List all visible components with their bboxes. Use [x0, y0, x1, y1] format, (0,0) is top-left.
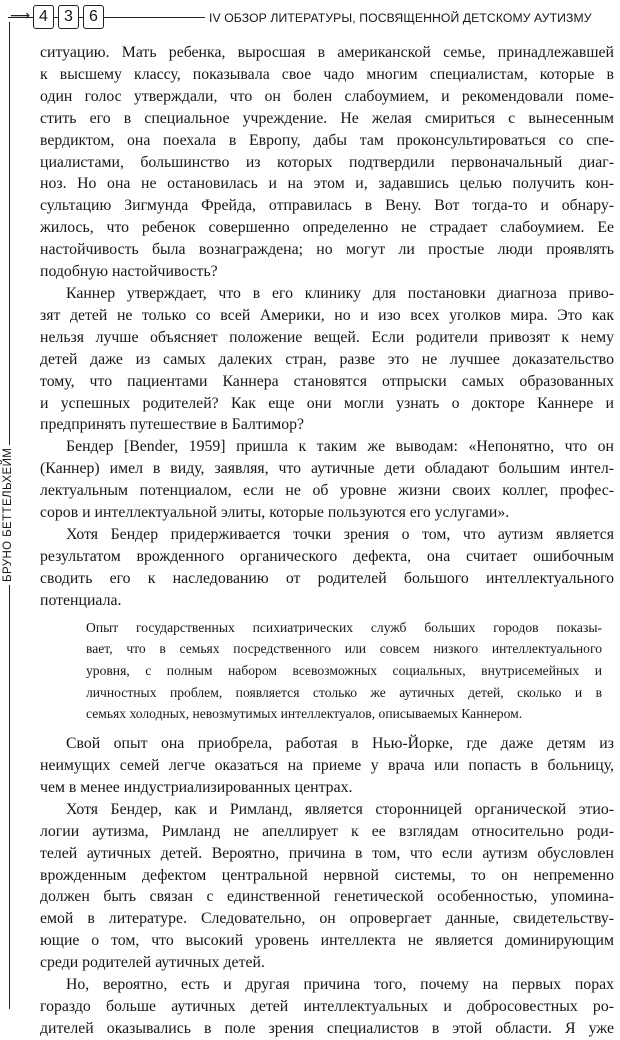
- text-line: должен быть связан с единственной генетической особенностью, упомина-: [40, 888, 614, 906]
- page-body: [40, 42, 614, 1040]
- block-quote: [86, 617, 602, 726]
- text-line: ноз. Но она не остановилась и на этом и, задавшись целью получить кон-: [40, 175, 614, 193]
- text-line: подобную настойчивость?: [40, 263, 218, 281]
- paragraph: [40, 436, 614, 524]
- text-line: тому, что пациентами Каннера становятся отпрыски самых образованных: [40, 372, 614, 390]
- paragraph: [40, 42, 614, 283]
- text-line: результатом врожденного органического дефекта, она считает ошибочным: [40, 547, 614, 565]
- running-header: [0, 0, 620, 36]
- text-line: вердиктом, она поехала в Европу, дабы там проконсультироваться со спе-: [40, 131, 614, 149]
- text-line: детей даже из самых далеких стран, разве это не лучшее доказательство: [40, 350, 614, 368]
- text-line: емой в литературе. Следовательно, он опровергает данные, свидетельству-: [40, 910, 614, 928]
- author-running-head: БРУНО БЕТТЕЛЬХЕЙМ: [1, 445, 16, 585]
- text-line: Но, вероятно, есть и другая причина того, почему на первых порах: [66, 976, 614, 994]
- text-line: дителей оказывались в поле зрения специалистов в этой области. Я уже: [40, 1019, 614, 1037]
- text-line: ющие о том, что высокий уровень интеллекта не является доминирующим: [40, 932, 614, 950]
- text-line: настойчивость была вознаграждена; но могут ли простые люди проявлять: [40, 241, 614, 259]
- header-arrow-icon: ⟶: [10, 8, 31, 24]
- text-line: Хотя Бендер, как и Римланд, является сторонницей органической этио-: [66, 800, 614, 818]
- text-line: Бендер [Bender, 1959] пришла к таким же выводам: «Непонятно, что он: [66, 438, 614, 456]
- text-line: один голос утверждали, что он болен слабоумием, и рекомендовали поме-: [40, 87, 614, 105]
- text-line: соров и интеллектуальной элиты, которые пользуются его услугами».: [40, 504, 510, 522]
- text-line: гораздо больше аутичных детей интеллектуальных и добросовестных ро-: [40, 997, 614, 1015]
- text-line: предпринять путешествие в Балтимор?: [40, 416, 305, 434]
- paragraph: [40, 733, 614, 799]
- text-line: среди родителей аутичных детей.: [40, 954, 265, 972]
- text-line: лектуальным потенциалом, если не об уровне жизни своих коллег, профес-: [40, 482, 614, 500]
- text-line: потенциала.: [40, 591, 122, 609]
- paragraph: [40, 799, 614, 974]
- page-number-digit: 4: [33, 5, 54, 29]
- text-line: и успешных родителей? Как еще они могли узнать о докторе Каннере и: [40, 394, 614, 412]
- text-line: неимущих семей легче оказаться на приеме у врача или попасть в больницу,: [40, 756, 614, 774]
- text-line: личностных проблем, появляется столько же аутичных детей, сколько и в: [86, 684, 602, 700]
- paragraph: [40, 283, 614, 436]
- chapter-title: IV ОБЗОР ЛИТЕРАТУРЫ, ПОСВЯЩЕННОЙ ДЕТСКОМУ АУТИЗМУ: [205, 9, 620, 27]
- text-line: сультацию Зигмунда Фрейда, отправилась в Вену. Вот тогда-то и обнару-: [40, 197, 614, 215]
- text-line: Каннер утверждает, что в его клинику для постановки диагноза приво-: [66, 284, 614, 302]
- text-line: (Каннер) имел в виду, заявляя, что аутичные дети обладают большим интел-: [40, 460, 614, 478]
- page-number-digit: 3: [58, 5, 79, 29]
- text-line: циалистами, большинство из которых подтвердили первоначальный диаг-: [40, 153, 614, 171]
- text-line: уровня, с полным набором всевозможных социальных, внутрисемейных и: [86, 662, 602, 678]
- text-line: зят детей не только со всей Америки, но и изо всех уголков мира. Это как: [40, 306, 614, 324]
- page-number-digit: 6: [83, 5, 104, 29]
- text-line: ситуацию. Мать ребенка, выросшая в американской семье, принадлежавшей: [40, 44, 614, 61]
- text-line: вает, что в семьях посредственного или совсем низкого интеллектуального: [86, 641, 602, 657]
- text-line: сводить его к наследованию от родителей большого интеллектуального: [40, 569, 614, 587]
- text-line: Хотя Бендер придерживается точки зрения о том, что аутизм является: [66, 525, 614, 543]
- text-line: к высшему классу, показывала свое чадо многим специалистам, которые в: [40, 65, 614, 83]
- paragraph: [40, 974, 614, 1040]
- text-line: логии аутизма, Римланд не апеллирует к ее взглядам относительно роди-: [40, 822, 614, 840]
- text-line: врожденным дефектом центральной нервной системы, то он непременно: [40, 866, 614, 884]
- text-line: семьях холодных, невозмутимых интеллектуалов, описываемых Каннером.: [86, 706, 523, 722]
- text-line: чем в менее индустриализированных центрах.: [40, 778, 353, 796]
- text-line: жилось, что ребенок совершенно определенно не страдает слабоумием. Ее: [40, 219, 614, 237]
- text-line: стить его в специальное учреждение. Не желая смириться с вынесенным: [40, 109, 614, 127]
- text-line: нельзя лучше объясняет положение вещей. Если родители привозят к нему: [40, 328, 614, 346]
- paragraph: [40, 524, 614, 612]
- text-line: Опыт государственных психиатрических служб больших городов показы-: [86, 619, 602, 635]
- text-line: Свой опыт она приобрела, работая в Нью-Йорке, где даже детям из: [66, 735, 614, 753]
- text-line: телей аутичных детей. Вероятно, причина в том, что если аутизм обусловлен: [40, 844, 614, 862]
